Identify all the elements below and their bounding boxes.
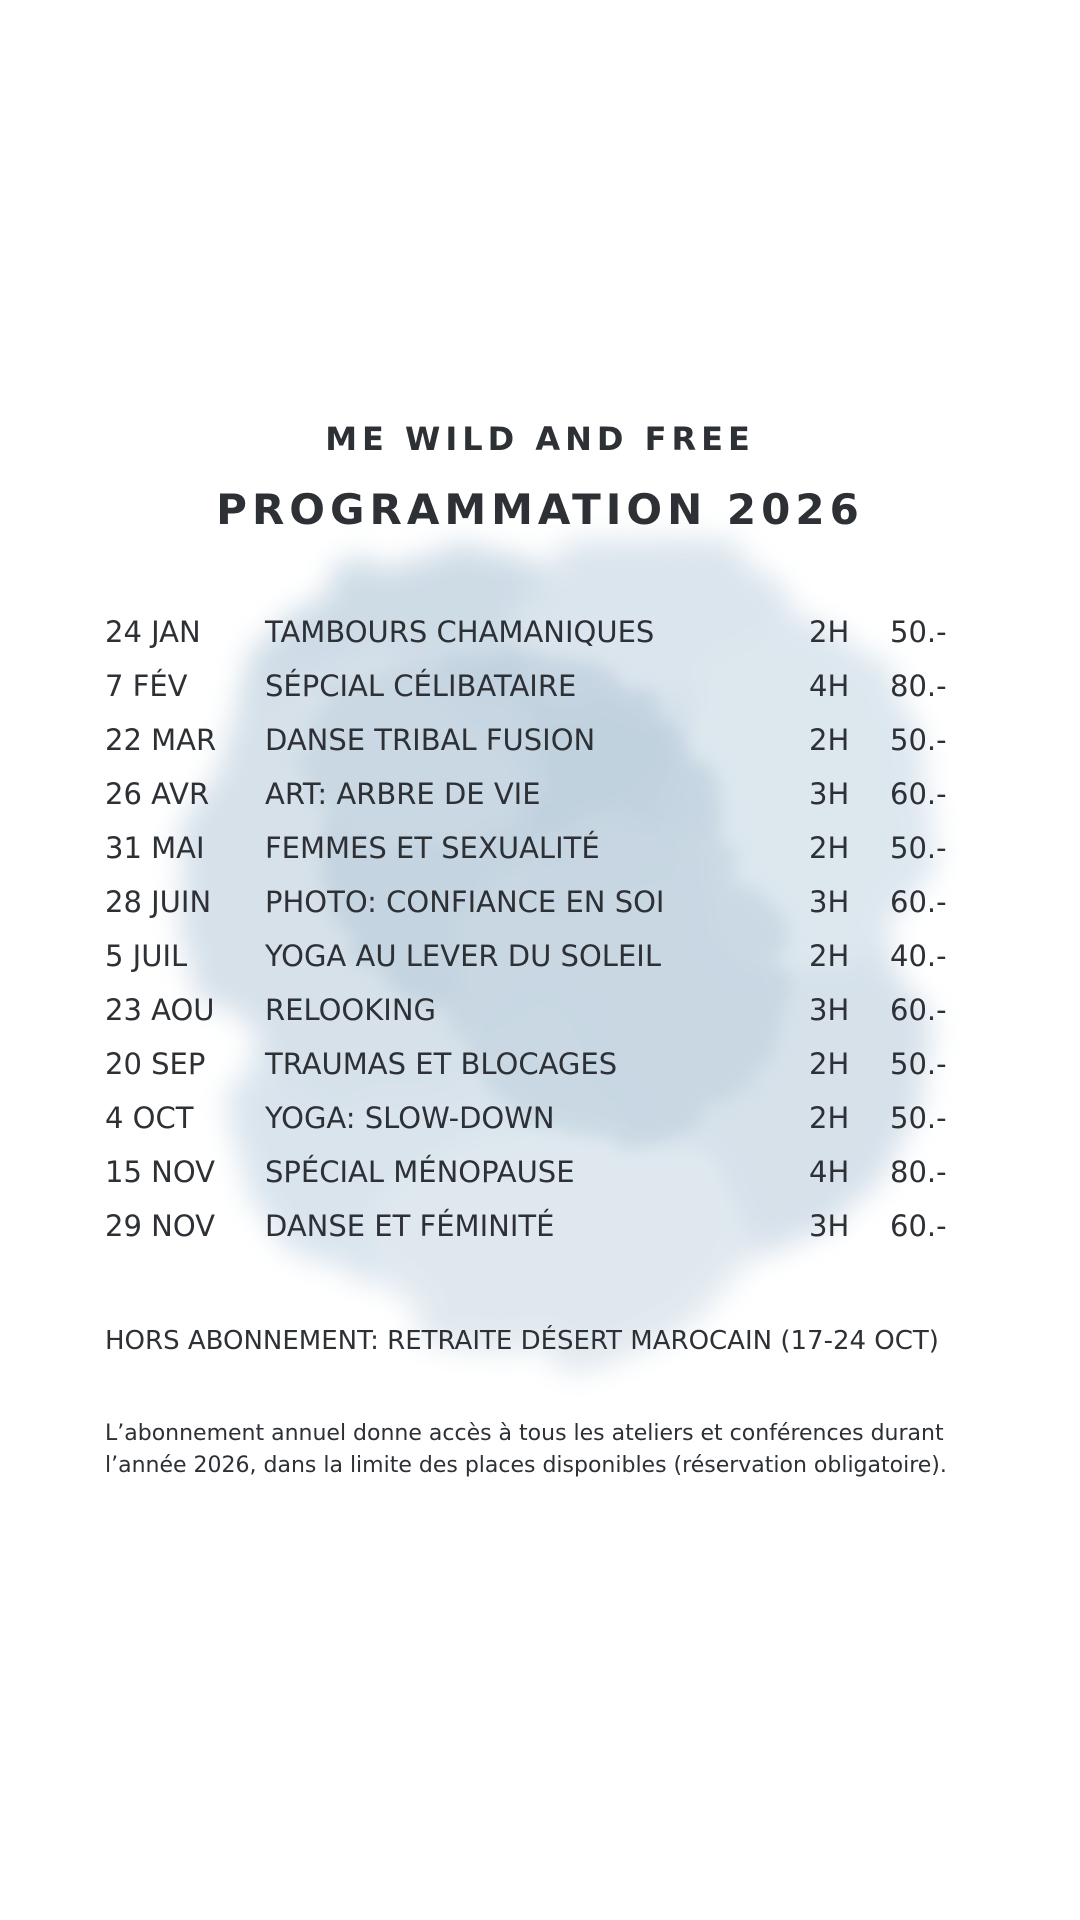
schedule-list: [105, 615, 975, 1263]
event-name: TAMBOURS CHAMANIQUES: [265, 615, 655, 649]
event-date: 24 JAN: [105, 615, 201, 649]
event-price: 80.-: [890, 669, 947, 703]
event-duration: 4H: [809, 1155, 850, 1189]
event-duration: 3H: [809, 993, 850, 1027]
event-date: 28 JUIN: [105, 885, 212, 919]
event-name: RELOOKING: [265, 993, 436, 1027]
event-duration: 4H: [809, 669, 850, 703]
event-duration: 3H: [809, 885, 850, 919]
event-date: 26 AVR: [105, 777, 210, 811]
event-date: 20 SEP: [105, 1047, 206, 1081]
event-price: 50.-: [890, 1047, 947, 1081]
schedule-row: [105, 615, 975, 669]
schedule-row: [105, 1101, 975, 1155]
schedule-row: [105, 1047, 975, 1101]
event-date: 15 NOV: [105, 1155, 215, 1189]
schedule-row: [105, 993, 975, 1047]
event-duration: 2H: [809, 615, 850, 649]
event-price: 80.-: [890, 1155, 947, 1189]
event-date: 23 AOU: [105, 993, 215, 1027]
schedule-row: [105, 669, 975, 723]
event-date: 7 FÉV: [105, 669, 188, 703]
event-price: 50.-: [890, 1101, 947, 1135]
event-price: 60.-: [890, 1209, 947, 1243]
event-name: YOGA AU LEVER DU SOLEIL: [265, 939, 661, 973]
schedule-row: [105, 1155, 975, 1209]
event-date: 4 OCT: [105, 1101, 194, 1135]
brand-name: ME WILD AND FREE: [325, 420, 755, 458]
event-date: 22 MAR: [105, 723, 217, 757]
event-name: PHOTO: CONFIANCE EN SOI: [265, 885, 665, 919]
event-duration: 2H: [809, 723, 850, 757]
schedule-row: [105, 885, 975, 939]
event-name: SÉPCIAL CÉLIBATAIRE: [265, 669, 577, 703]
schedule-row: [105, 723, 975, 777]
event-price: 50.-: [890, 615, 947, 649]
event-price: 50.-: [890, 723, 947, 757]
event-duration: 2H: [809, 1047, 850, 1081]
event-date: 31 MAI: [105, 831, 205, 865]
event-name: FEMMES ET SEXUALITÉ: [265, 831, 600, 865]
event-price: 60.-: [890, 885, 947, 919]
event-duration: 2H: [809, 1101, 850, 1135]
event-name: DANSE TRIBAL FUSION: [265, 723, 596, 757]
event-name: DANSE ET FÉMINITÉ: [265, 1209, 555, 1243]
event-price: 50.-: [890, 831, 947, 865]
page-title: PROGRAMMATION 2026: [216, 485, 864, 534]
event-duration: 3H: [809, 1209, 850, 1243]
event-duration: 3H: [809, 777, 850, 811]
extra-event-line: HORS ABONNEMENT: RETRAITE DÉSERT MAROCAIN (17-24 OCT): [105, 1326, 939, 1356]
schedule-row: [105, 939, 975, 993]
event-price: 40.-: [890, 939, 947, 973]
schedule-row: [105, 1209, 975, 1263]
event-duration: 2H: [809, 939, 850, 973]
event-name: YOGA: SLOW-DOWN: [265, 1101, 555, 1135]
event-date: 5 JUIL: [105, 939, 188, 973]
schedule-row: [105, 777, 975, 831]
event-name: TRAUMAS ET BLOCAGES: [265, 1047, 618, 1081]
event-name: ART: ARBRE DE VIE: [265, 777, 541, 811]
event-date: 29 NOV: [105, 1209, 215, 1243]
event-price: 60.-: [890, 777, 947, 811]
schedule-row: [105, 831, 975, 885]
event-price: 60.-: [890, 993, 947, 1027]
event-duration: 2H: [809, 831, 850, 865]
subscription-note: L’abonnement annuel donne accès à tous les ateliers et conférences durant l’année 2026, dans la limite des places disponibles (réservation obligatoire).: [105, 1421, 947, 1478]
event-name: SPÉCIAL MÉNOPAUSE: [265, 1155, 575, 1189]
